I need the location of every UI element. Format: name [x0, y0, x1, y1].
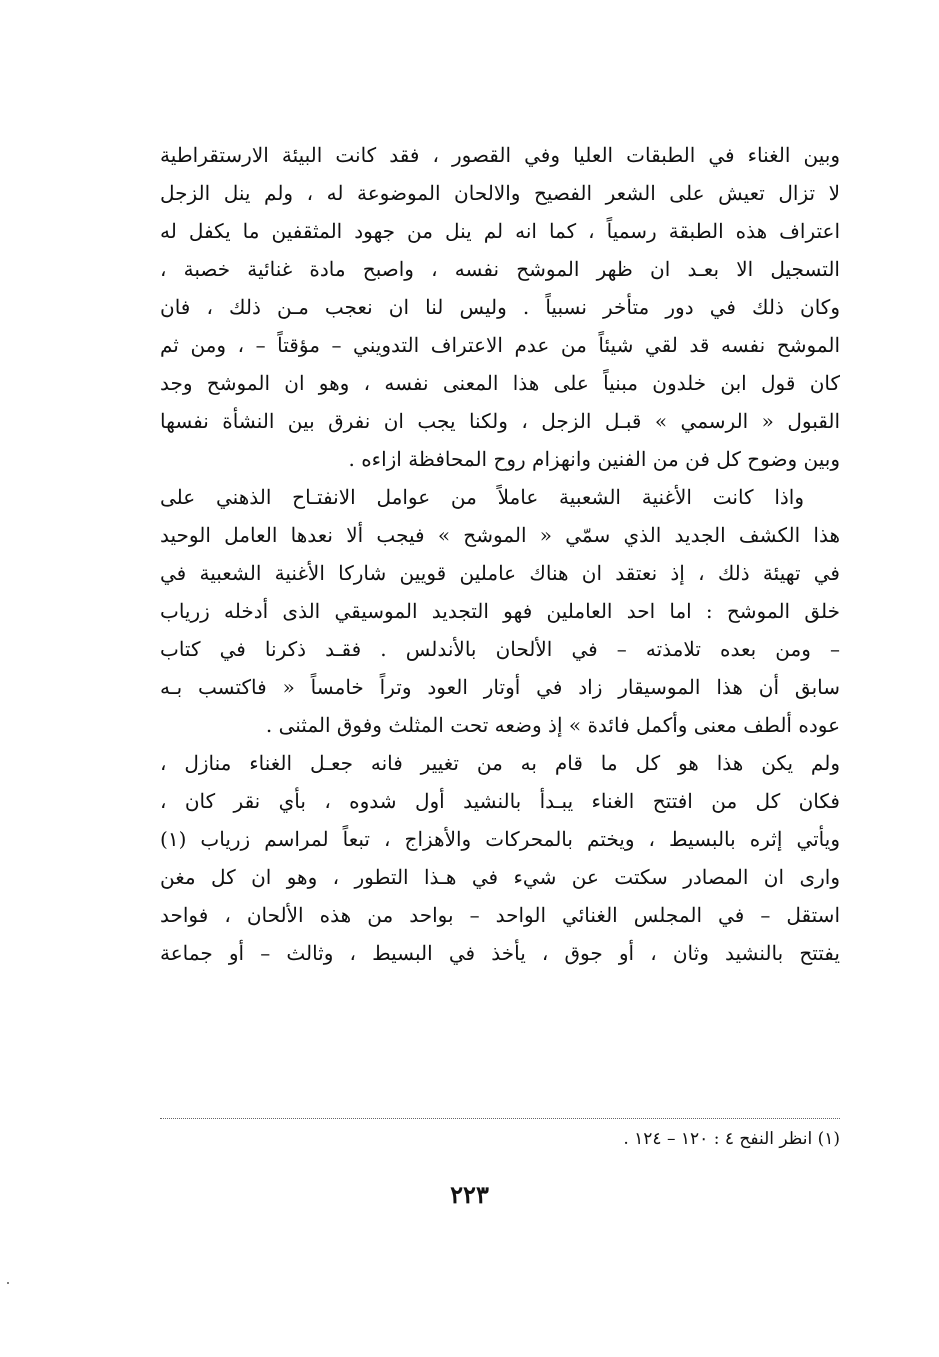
text-line: ويأتي إثره بالبسيط ، ويختم بالمحركات والأهزاج ، تبعاً لمراسم زرياب (١)	[160, 827, 840, 851]
paragraph-end-line: وبين وضوح كل فن من الفنين وانهزام روح المحافظة ازاءه .	[348, 447, 840, 471]
text-line: سابق أن هذا الموسيقار زاد في أوتار العود وتراً خامساً « فاكتسب بـه	[160, 675, 840, 699]
scan-speck	[7, 1282, 9, 1284]
paragraph-end-line: عوده ألطف معنى وأكمل فائدة » إذ وضعه تحت المثلث وفوق المثنى .	[265, 713, 840, 737]
page-number: ٢٢٣	[450, 1180, 489, 1209]
text-line: في تهيئة ذلك ، إذ نعتقد ان هناك عاملين قويين شاركا الأغنية الشعبية في	[160, 561, 840, 585]
text-line: يفتتح بالنشيد وثان ، أو جوق ، يأخذ في البسيط ، وثالث – أو جماعة	[160, 941, 840, 965]
footnote: (١) انظر النفح ٤ : ١٢٠ – ١٢٤ .	[623, 1129, 840, 1149]
text-line: وكان ذلك في دور متأخر نسبياً . وليس لنا ان نعجب مـن ذلك ، فان	[160, 295, 840, 319]
text-line: وبين الغناء في الطبقات العليا وفي القصور ، فقد كانت البيئة الارستقراطية	[160, 143, 840, 167]
text-line: اعتراف هذه الطبقة رسمياً ، كما انه لم ينل من جهود المثقفين ما يكفل له	[160, 219, 840, 243]
text-line: الموشح نفسه قد لقي شيئاً من عدم الاعتراف التدويني – مؤقتاً – ، ومن ثم	[160, 333, 840, 357]
text-line: فكان كل من افتتح الغناء يبـدأ بالنشيد أول شدوه ، بأي نقر كان ،	[160, 789, 840, 813]
text-line: كان قول ابن خلدون مبنياً على هذا المعنى نفسه ، وهو ان الموشح وجد	[160, 371, 840, 395]
text-line: ولم يكن هذا هو كل ما قام به من تغيير فانه جعـل الغناء منازل ،	[160, 751, 840, 775]
text-line: هذا الكشف الجديد الذي سمّي « الموشح » فيجب ألا نعدها العامل الوحيد	[160, 523, 840, 547]
text-line: القبول « الرسمي » قبـل الزجل ، ولكنا يجب ان نفرق بين النشأة نفسها	[160, 409, 840, 433]
text-line: – ومن بعده تلامذته – في الألحان بالأندلس . فقـد ذكرنا في كتاب	[160, 637, 840, 661]
text-line: لا تزال تعيش على الشعر الفصيح والالحان الموضوعة له ، ولم ينل الزجل	[160, 181, 840, 205]
text-line: التسجيل الا بعـد ان ظهر الموشح نفسه ، واصبح مادة غنائية خصبة ،	[160, 257, 840, 281]
body-text	[160, 136, 840, 972]
footnote-separator	[160, 1118, 840, 1119]
paragraph-start-line: واذا كانت الأغنية الشعبية عاملاً من عوامل الانفتـاح الذهني على	[160, 485, 804, 509]
text-line: وارى ان المصادر سكتت عن شيء في هـذا التطور ، وهو ان كل مغن	[160, 865, 840, 889]
text-line: خلق الموشح : اما احد العاملين فهو التجديد الموسيقي الذى أدخله زرياب	[160, 599, 840, 623]
text-line: استقل – في المجلس الغنائي الواحد – بواحد من هذه الألحان ، فواحد	[160, 903, 840, 927]
